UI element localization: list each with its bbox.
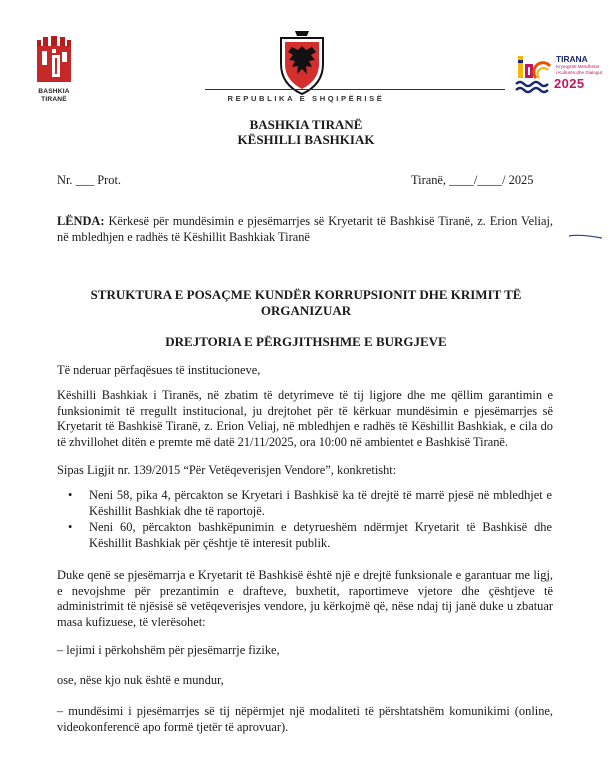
tirana-culture-icon	[514, 54, 554, 94]
tirana-subtitle-line-1: Kryeqyteti Mesdhetar	[556, 64, 600, 69]
bullet-icon: •	[68, 488, 73, 502]
republic-line: REPUBLIKA E SHQIPËRISË	[227, 94, 385, 103]
bullet-icon: •	[68, 520, 73, 534]
albania-coat-of-arms	[271, 28, 333, 98]
paragraph-justification: Duke qenë se pjesëmarrja e Kryetarit të Bashkisë është një e drejtë funksionale e garantuar me ligj, e nevojshme për prezantimin e drafteve, buxhetit, raportimeve vjetore dhe çështjeve të administrimit të njësisë së vetëqeverisjes vendore, ju kërkojmë që, nëse ndaj tij janë duke u zbatuar masa kufizuese, të vlerësohet:	[57, 568, 553, 629]
subject-paragraph	[57, 214, 553, 245]
list-item	[68, 520, 552, 551]
list-item-text: Neni 58, pika 4, përcakton se Kryetari i Bashkisë ka të drejtë të marrë pjesë në mbledhjet e Këshillit Bashkiak dhe të raportojë.	[89, 488, 552, 518]
option-physical-attendance: – lejimi i përkohshëm për pjesëmarrje fizike,	[57, 643, 280, 657]
addressee-line-2: ORGANIZUAR	[260, 303, 352, 318]
subject-label: LËNDA:	[57, 214, 105, 228]
list-item-text: Neni 60, përcakton bashkëpunimin e detyrueshëm ndërmjet Kryetarit të Bashkisë dhe Këshillit Bashkiak për çështje të interesit publik.	[89, 520, 552, 550]
council-title: KËSHILLI BASHKIAK	[237, 132, 375, 147]
paragraph-request: Këshilli Bashkiak i Tiranës, në zbatim të detyrimeve të tij ligjore dhe me qëllim garantimin e funksionimit të rregullt institucional, ju drejtohet për të kërkuar mundësimin e pjesëmarrjes së Kryetarit të Bashkisë Tiranë, z. Erion Veliaj, në mbledhjen e radhës të Këshillit Bashkiak, e cila do të zhvillohet ditën e premte më datë 21/11/2025, ora 10:00 në ambientet e Bashkisë Tiranë.	[57, 388, 553, 449]
tirana-2025-logo	[514, 54, 610, 94]
option-remote-attendance: – mundësimi i pjesëmarrjes së tij nëpërmjet një modaliteti të përshtatshëm komunikimi (online, videokonferencë apo formë tjetër të aprovuar).	[57, 704, 553, 734]
tirana-subtitle	[556, 64, 602, 75]
municipality-emblem-icon	[34, 36, 74, 84]
header-rule	[205, 89, 505, 90]
logo-caption-line-1: BASHKIA	[38, 88, 70, 95]
addressee-line-3: DREJTORIA E PËRGJITHSHME E BURGJEVE	[165, 334, 447, 349]
pen-stroke-mark	[568, 231, 604, 241]
tirana-year: 2025	[554, 76, 585, 91]
addressee-line-1: STRUKTURA E POSAÇME KUNDËR KORRUPSIONIT DHE KRIMIT TË	[90, 287, 522, 302]
subject-text: Kërkesë për mundësimin e pjesëmarrjes së Kryetarit të Bashkisë Tiranë, z. Erion Veliaj, në mbledhjen e radhës të Këshillit Bashkiak Tiranë	[57, 214, 553, 244]
paragraph-law-reference: Sipas Ligjit nr. 139/2015 “Për Vetëqeverisjen Vendore”, konkretisht:	[57, 463, 397, 477]
double-headed-eagle-icon	[271, 28, 333, 98]
tirana-subtitle-line-2: i Kulturës dhe Dialogut	[556, 69, 603, 75]
option-or: ose, nëse kjo nuk është e mundur,	[57, 673, 224, 687]
bashkia-tirane-logo	[28, 36, 80, 103]
logo-caption-line-2: TIRANË	[41, 95, 67, 103]
list-item	[68, 488, 552, 519]
institution-title: BASHKIA TIRANË	[249, 117, 363, 132]
document-date: Tiranë, ____/____/ 2025	[411, 173, 534, 187]
protocol-number: Nr. ___ Prot.	[57, 173, 122, 187]
salutation: Të nderuar përfaqësues të institucioneve,	[57, 363, 261, 377]
tirana-title: TIRANA	[556, 54, 588, 64]
